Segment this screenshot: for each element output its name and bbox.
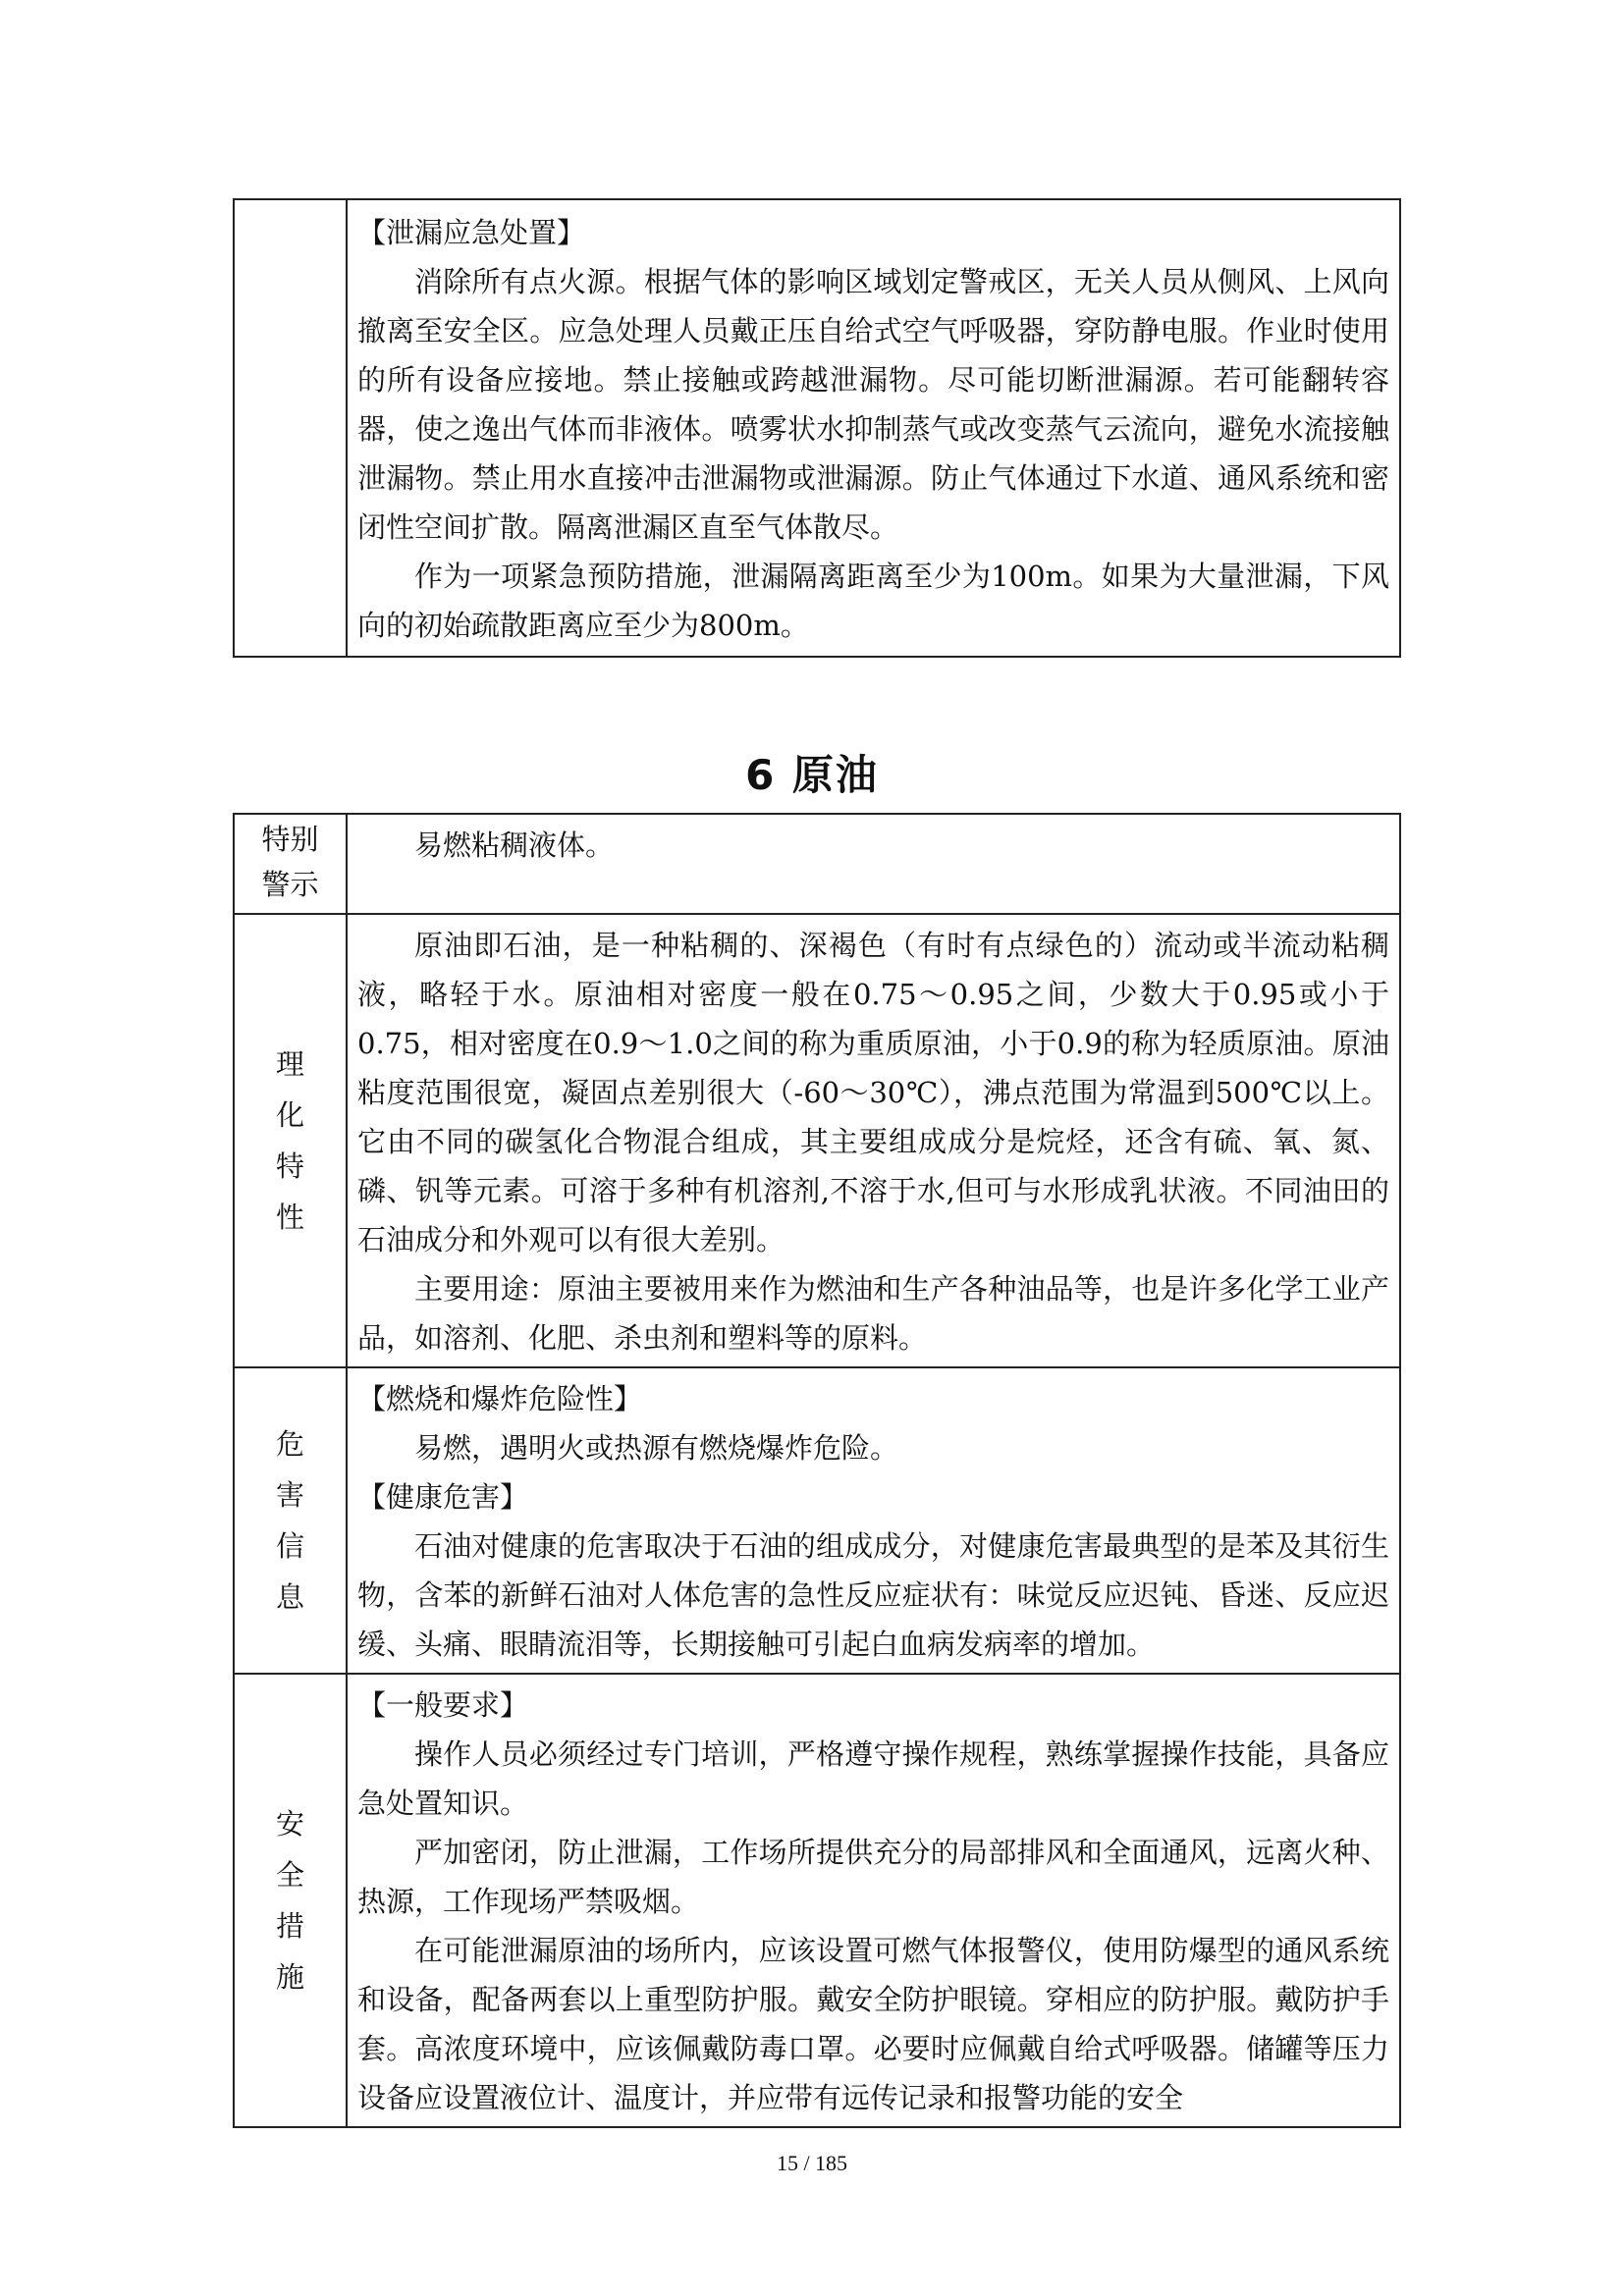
prev-section-label-cell xyxy=(234,199,347,657)
safety-paragraph-ventilation: 严加密闭，防止泄漏，工作场所提供充分的局部排风和全面通风，远离火种、热源，工作现场严禁吸烟。 xyxy=(357,1836,1389,1918)
uses-paragraph: 主要用途：原油主要被用来作为燃油和生产各种油品等，也是许多化学工业产品，如溶剂、化肥、杀虫剂和塑料等的原料。 xyxy=(357,1272,1389,1355)
hazard-row xyxy=(234,1367,1400,1674)
leak-distance-paragraph: 作为一项紧急预防措施，泄漏隔离距离至少为100m。如果为大量泄漏，下风向的初始疏散距离应至少为800m。 xyxy=(357,560,1389,642)
warning-row xyxy=(234,814,1400,914)
properties-row xyxy=(234,914,1400,1367)
hazard-label: 危 害 信 息 xyxy=(234,1367,347,1674)
warning-text: 易燃粘稠液体。 xyxy=(414,828,615,862)
safety-paragraph-training: 操作人员必须经过专门培训，严格遵守操作规程，熟练掌握操作技能，具备应急处置知识。 xyxy=(357,1737,1389,1820)
safety-row xyxy=(234,1674,1400,2127)
warning-label: 特别 警示 xyxy=(234,814,347,914)
prev-section-content xyxy=(347,199,1400,657)
safety-paragraph-equipment: 在可能泄漏原油的场所内，应该设置可燃气体报警仪，使用防爆型的通风系统和设备，配备两套以上重型防护服。戴安全防护眼镜。穿相应的防护服。戴防护手套。高浓度环境中，应该佩戴防毒口罩。必要时应佩戴自给式呼吸器。储罐等压力设备应设置液位计、温度计，并应带有远传记录和报警功能的安全 xyxy=(357,1934,1389,2114)
prev-section-table xyxy=(233,198,1401,658)
safety-label: 安 全 措 施 xyxy=(234,1674,347,2127)
safety-content xyxy=(347,1674,1400,2127)
health-hazard-text: 石油对健康的危害取决于石油的组成成分，对健康危害最典型的是苯及其衍生物，含苯的新鲜石油对人体危害的急性反应症状有：味觉反应迟钝、昏迷、反应迟缓、头痛、眼睛流泪等，长期接触可引起白血病发病率的增加。 xyxy=(357,1529,1389,1661)
leak-emergency-heading: 【泄漏应急处置】 xyxy=(357,216,586,249)
fire-hazard-heading: 【燃烧和爆炸危险性】 xyxy=(357,1382,643,1415)
crude-oil-table xyxy=(233,813,1401,2128)
properties-content xyxy=(347,914,1400,1367)
properties-paragraph: 原油即石油，是一种粘稠的、深褐色（有时有点绿色的）流动或半流动粘稠液，略轻于水。原油相对密度一般在0.75～0.95之间，少数大于0.95或小于0.75，相对密度在0.9～1.0之间的称为重质原油，小于0.9的称为轻质原油。原油粘度范围很宽，凝固点差别很大（-60～30℃），沸点范围为常温到500℃以上。它由不同的碳氢化合物混合组成，其主要组成成分是烷烃，还含有硫、氧、氮、磷、钒等元素。可溶于多种有机溶剂,不溶于水,但可与水形成乳状液。不同油田的石油成分和外观可以有很大差别。 xyxy=(357,929,1389,1256)
page-number: 15 / 185 xyxy=(776,2151,848,2175)
section-title: 6 原油 xyxy=(745,751,879,799)
leak-emergency-paragraph: 消除所有点火源。根据气体的影响区域划定警戒区，无关人员从侧风、上风向撤离至安全区。应急处理人员戴正压自给式空气呼吸器，穿防静电服。作业时使用的所有设备应接地。禁止接触或跨越泄漏物。尽可能切断泄漏源。若可能翻转容器，使之逸出气体而非液体。喷雾状水抑制蒸气或改变蒸气云流向，避免水流接触泄漏物。禁止用水直接冲击泄漏物或泄漏源。防止气体通过下水道、通风系统和密闭性空间扩散。隔离泄漏区直至气体散尽。 xyxy=(357,265,1389,544)
health-hazard-heading: 【健康危害】 xyxy=(357,1480,529,1514)
general-requirements-heading: 【一般要求】 xyxy=(357,1688,529,1722)
hazard-content xyxy=(347,1367,1400,1674)
properties-label: 理 化 特 性 xyxy=(234,914,347,1367)
warning-content xyxy=(347,814,1400,914)
fire-hazard-text: 易燃，遇明火或热源有燃烧爆炸危险。 xyxy=(414,1431,899,1465)
